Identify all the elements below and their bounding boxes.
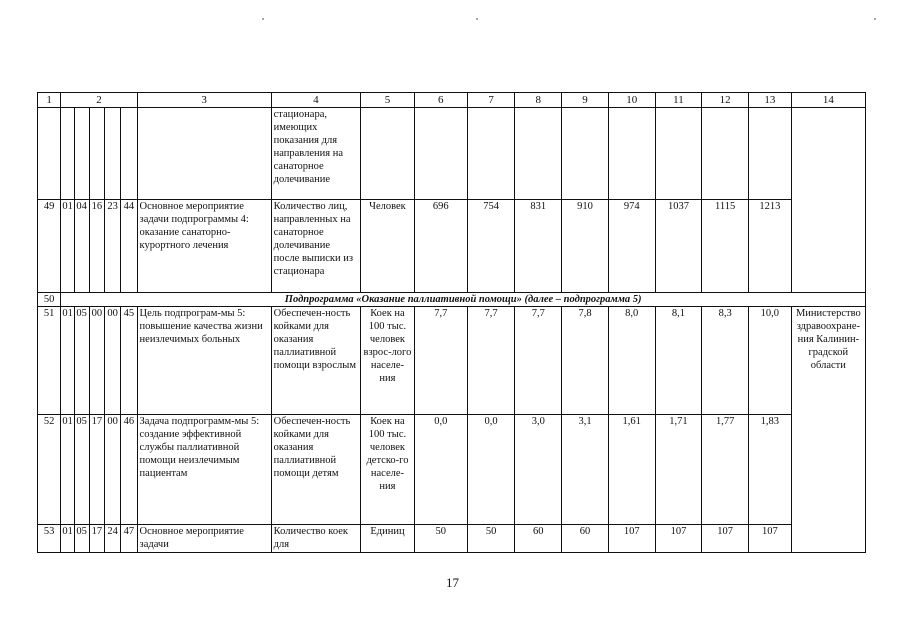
unit-cell: Коек на 100 тыс. человек взрос-лого населе-ния <box>361 307 415 415</box>
name-cell: Основное мероприятие задачи подпрограммы 4: оказание санаторно-курортного лечения <box>137 200 271 293</box>
value-cell: 910 <box>562 200 609 293</box>
code-cell: 01 <box>61 525 74 553</box>
code-cell: 05 <box>74 307 89 415</box>
code-cell: 01 <box>61 200 74 293</box>
scan-speck <box>262 18 264 20</box>
code-cell: 01 <box>61 307 74 415</box>
header-cell: 7 <box>467 93 515 108</box>
header-cell: 11 <box>655 93 702 108</box>
value-cell: 3,1 <box>562 415 609 525</box>
table-row-50 <box>38 293 866 307</box>
code-cell: 04 <box>74 200 89 293</box>
code-cell: 45 <box>121 307 137 415</box>
code-cell: 01 <box>61 415 74 525</box>
header-cell: 10 <box>608 93 655 108</box>
value-cell: 8,1 <box>655 307 702 415</box>
row-number: 53 <box>38 525 61 553</box>
value-cell: 7,7 <box>515 307 562 415</box>
value-cell: 60 <box>515 525 562 553</box>
header-cell: 4 <box>271 93 360 108</box>
value-cell: 107 <box>655 525 702 553</box>
code-cell: 00 <box>105 307 121 415</box>
value-cell: 831 <box>515 200 562 293</box>
row-number: 52 <box>38 415 61 525</box>
value-cell: 107 <box>608 525 655 553</box>
header-cell: 9 <box>562 93 609 108</box>
value-cell: 1,77 <box>702 415 749 525</box>
indicator-cell: Обеспечен-ность койками для оказания паллиативной помощи взрослым <box>271 307 360 415</box>
indicators-table <box>37 92 866 553</box>
unit-cell: Единиц <box>361 525 415 553</box>
value-cell: 1,61 <box>608 415 655 525</box>
value-cell: 107 <box>749 525 792 553</box>
value-cell: 60 <box>562 525 609 553</box>
value-cell: 0,0 <box>414 415 467 525</box>
code-cell: 05 <box>74 525 89 553</box>
value-cell: 50 <box>414 525 467 553</box>
code-cell: 23 <box>105 200 121 293</box>
name-cell: Цель подпрограм-мы 5: повышение качества жизни неизлечимых больных <box>137 307 271 415</box>
table-row-continuation <box>38 108 866 200</box>
header-cell: 5 <box>361 93 415 108</box>
code-cell: 44 <box>121 200 137 293</box>
code-cell: 17 <box>89 525 104 553</box>
value-cell: 107 <box>702 525 749 553</box>
table-row-49 <box>38 200 866 293</box>
code-cell: 16 <box>89 200 104 293</box>
header-cell: 6 <box>414 93 467 108</box>
value-cell: 1037 <box>655 200 702 293</box>
value-cell: 0,0 <box>467 415 515 525</box>
value-cell: 7,7 <box>414 307 467 415</box>
indicator-cell: Количество лиц, направленных на санаторное долечивание после выписки из стационара <box>271 200 360 293</box>
name-cell: Основное мероприятие задачи <box>137 525 271 553</box>
indicator-cell: Количество коек для <box>271 525 360 553</box>
value-cell: 1,71 <box>655 415 702 525</box>
header-cell: 2 <box>61 93 137 108</box>
row-number: 49 <box>38 200 61 293</box>
value-cell: 50 <box>467 525 515 553</box>
value-cell: 696 <box>414 200 467 293</box>
page-number: 17 <box>446 575 459 590</box>
responsible-cell: Министерство здравоохране-ния Калинин-градской области <box>791 307 865 553</box>
scan-speck <box>874 18 876 20</box>
table-row-52 <box>38 415 866 525</box>
value-cell: 754 <box>467 200 515 293</box>
code-cell: 05 <box>74 415 89 525</box>
value-cell: 1,83 <box>749 415 792 525</box>
row-number: 50 <box>38 293 61 307</box>
header-cell: 8 <box>515 93 562 108</box>
code-cell: 17 <box>89 415 104 525</box>
header-cell: 12 <box>702 93 749 108</box>
subprogram-title: Подпрограмма «Оказание паллиативной помощи» (далее – подпрограмма 5) <box>61 293 866 307</box>
code-cell: 00 <box>105 415 121 525</box>
indicator-cell: Обеспечен-ность койками для оказания паллиативной помощи детям <box>271 415 360 525</box>
name-cell: Задача подпрограмм-мы 5: создание эффективной службы паллиативной помощи неизлечимым пациентам <box>137 415 271 525</box>
unit-cell: Коек на 100 тыс. человек детско-го населе-ния <box>361 415 415 525</box>
scan-speck <box>476 18 478 20</box>
value-cell: 1115 <box>702 200 749 293</box>
code-cell: 46 <box>121 415 137 525</box>
header-cell: 14 <box>791 93 865 108</box>
value-cell: 10,0 <box>749 307 792 415</box>
table-row-51 <box>38 307 866 415</box>
row-number: 51 <box>38 307 61 415</box>
value-cell: 8,3 <box>702 307 749 415</box>
indicator-cell: стационара, имеющих показания для направления на санаторное долечивание <box>271 108 360 200</box>
unit-cell: Человек <box>361 200 415 293</box>
value-cell: 1213 <box>749 200 792 293</box>
code-cell: 00 <box>89 307 104 415</box>
header-cell: 1 <box>38 93 61 108</box>
code-cell: 47 <box>121 525 137 553</box>
value-cell: 7,7 <box>467 307 515 415</box>
value-cell: 974 <box>608 200 655 293</box>
table-row-53 <box>38 525 866 553</box>
header-row <box>38 93 866 108</box>
header-cell: 13 <box>749 93 792 108</box>
code-cell: 24 <box>105 525 121 553</box>
value-cell: 7,8 <box>562 307 609 415</box>
value-cell: 8,0 <box>608 307 655 415</box>
header-cell: 3 <box>137 93 271 108</box>
value-cell: 3,0 <box>515 415 562 525</box>
